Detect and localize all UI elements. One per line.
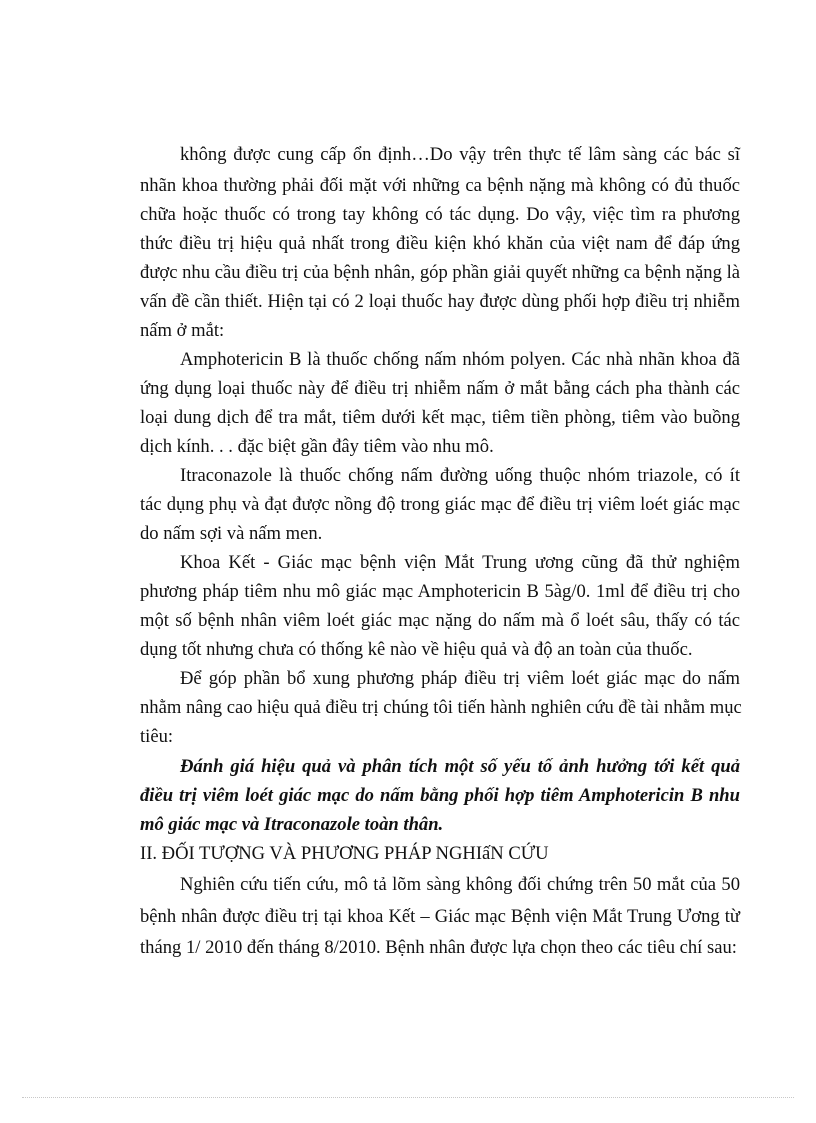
text-line-12: Itraconazole là thuốc chống nấm đường uống thuộc nhóm triazole, có ít <box>180 465 740 486</box>
text-line-18: dụng tốt nhưng chưa có thống kê nào về hiệu quả và độ an toàn của thuốc. <box>140 639 693 660</box>
text-line-21: tiêu: <box>140 726 174 747</box>
text-line-20: nhằm nâng cao hiệu quả điều trị chúng tôi tiến hành nghiên cứu đề tài nhằm mục <box>140 697 742 718</box>
text-line-19: Để góp phần bổ xung phương pháp điều trị viêm loét giác mạc do nấm <box>180 668 740 689</box>
objective-line-1: Đánh giá hiệu quả và phân tích một số yếu tố ảnh hưởng tới kết quả <box>180 756 740 777</box>
text-line-5: được nhu cầu điều trị của bệnh nhân, góp phần giải quyết những ca bệnh nặng là <box>140 262 740 283</box>
text-line-3: chữa hoặc thuốc có trong tay không có tác dụng. Do vậy, việc tìm ra phương <box>140 204 740 225</box>
objective-line-3: mô giác mạc và Itraconazole toàn thân. <box>140 814 444 835</box>
text-line-8: Amphotericin B là thuốc chống nấm nhóm polyen. Các nhà nhãn khoa đã <box>180 349 740 370</box>
text-line-11: dịch kính. . . đặc biệt gần đây tiêm vào nhu mô. <box>140 436 494 457</box>
text-line-6: vấn đề cần thiết. Hiện tại có 2 loại thuốc hay được dùng phối hợp điều trị nhiễm <box>140 291 740 312</box>
objective-line-2: điều trị viêm loét giác mạc do nấm bằng phối hợp tiêm Amphotericin B nhu <box>140 785 740 806</box>
text-line-17: một số bệnh nhân viêm loét giác mạc nặng do nấm mà ổ loét sâu, thấy có tác <box>140 610 740 631</box>
text-line-1: không được cung cấp ổn định…Do vậy trên thực tế lâm sàng các bác sĩ <box>180 144 740 165</box>
text-line-13: tác dụng phụ và đạt được nồng độ trong giác mạc để điều trị viêm loét giác mạc <box>140 494 740 515</box>
page-bottom-rule <box>22 1097 794 1098</box>
text-line-14: do nấm sợi và nấm men. <box>140 523 323 544</box>
text-line-9: ứng dụng loại thuốc này để điều trị nhiễm nấm ở mắt bằng cách pha thành các <box>140 378 740 399</box>
section-heading: II. ĐỐI TƯỢNG VÀ PHƯƠNG PHÁP NGHIấN CỨU <box>140 843 549 864</box>
text-line-4: thức điều trị hiệu quả nhất trong điều kiện khó khăn của việt nam để đáp ứng <box>140 233 740 254</box>
text-line-16: phương pháp tiêm nhu mô giác mạc Amphotericin B 5àg/0. 1ml để điều trị cho <box>140 581 740 602</box>
text-line-7: nấm ở mắt: <box>140 320 225 341</box>
text-line-28: tháng 1/ 2010 đến tháng 8/2010. Bệnh nhân được lựa chọn theo các tiêu chí sau: <box>140 937 737 958</box>
text-line-2: nhãn khoa thường phải đối mặt với những ca bệnh nặng mà không có đủ thuốc <box>140 175 740 196</box>
text-line-15: Khoa Kết - Giác mạc bệnh viện Mắt Trung ương cũng đã thử nghiệm <box>180 552 740 573</box>
text-line-26: Nghiên cứu tiến cứu, mô tả lõm sàng không đối chứng trên 50 mắt của 50 <box>180 874 740 895</box>
text-line-10: loại dung dịch để tra mắt, tiêm dưới kết mạc, tiêm tiền phòng, tiêm vào buồng <box>140 407 740 428</box>
text-line-27: bệnh nhân được điều trị tại khoa Kết – Giác mạc Bệnh viện Mắt Trung Ương từ <box>140 906 740 927</box>
